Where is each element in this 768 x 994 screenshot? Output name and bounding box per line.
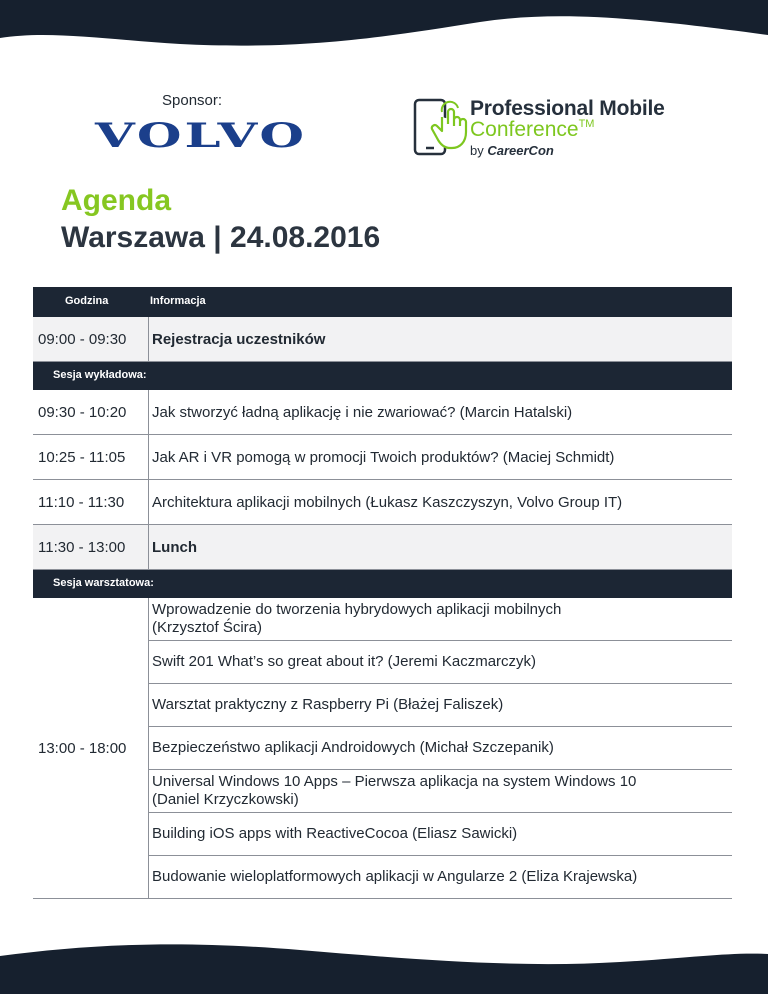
agenda-title: Agenda — [61, 184, 172, 217]
column-header-time: Godzina — [65, 295, 109, 307]
sponsor-label: Sponsor: — [162, 92, 223, 109]
bottom-wave-decoration — [0, 928, 768, 994]
volvo-logo — [93, 116, 309, 152]
workshop-list — [148, 598, 732, 899]
brand-title: Professional Mobile — [470, 97, 665, 120]
table-row — [33, 390, 732, 435]
brand-subtitle: Conference™ — [470, 118, 595, 141]
table-row — [33, 480, 732, 525]
volvo-logo-text: VOLVO — [93, 116, 307, 152]
table-row-lunch — [33, 525, 732, 570]
agenda-table — [33, 287, 732, 899]
row-info: Architektura aplikacji mobilnych (Łukasz Kaszczyszyn, Volvo Group IT) — [148, 480, 732, 524]
top-wave-decoration — [0, 0, 768, 60]
section-lectures-label: Sesja wykładowa: — [53, 369, 147, 381]
section-workshops-label: Sesja warsztatowa: — [53, 577, 154, 589]
row-info: Lunch — [148, 525, 732, 569]
brand-byline: by CareerCon — [470, 143, 554, 158]
section-workshops — [33, 570, 732, 598]
workshop-item: Building iOS apps with ReactiveCocoa (Eliasz Sawicki) — [149, 813, 732, 856]
row-time: 10:25 - 11:05 — [38, 448, 126, 466]
row-info: Jak AR i VR pomogą w promocji Twoich produktów? (Maciej Schmidt) — [148, 435, 732, 479]
table-header — [33, 287, 732, 317]
phone-touch-icon — [412, 98, 474, 160]
section-lectures — [33, 362, 732, 390]
agenda-subtitle: Warszawa | 24.08.2016 — [61, 221, 381, 254]
column-header-info: Informacja — [150, 295, 206, 307]
row-info: Rejestracja uczestników — [148, 317, 732, 361]
workshop-block — [33, 598, 732, 899]
table-row-registration — [33, 317, 732, 362]
row-time: 11:10 - 11:30 — [38, 493, 125, 511]
workshop-time: 13:00 - 18:00 — [33, 598, 148, 899]
row-info: Jak stworzyć ładną aplikację i nie zwariować? (Marcin Hatalski) — [148, 390, 732, 434]
workshop-item: Swift 201 What’s so great about it? (Jeremi Kaczmarczyk) — [149, 641, 732, 684]
workshop-item: Warsztat praktyczny z Raspberry Pi (Błażej Faliszek) — [149, 684, 732, 727]
row-time: 11:30 - 13:00 — [38, 538, 126, 556]
row-time: 09:30 - 10:20 — [38, 403, 127, 421]
workshop-item: Budowanie wieloplatformowych aplikacji w Angularze 2 (Eliza Krajewska) — [149, 856, 732, 899]
workshop-item: Wprowadzenie do tworzenia hybrydowych aplikacji mobilnych (Krzysztof Ścira) — [149, 598, 732, 641]
trademark-mark: TM — [578, 118, 595, 130]
table-row — [33, 435, 732, 480]
workshop-item: Bezpieczeństwo aplikacji Androidowych (Michał Szczepanik) — [149, 727, 732, 770]
workshop-item: Universal Windows 10 Apps – Pierwsza aplikacja na system Windows 10 (Daniel Krzyczkowski) — [149, 770, 732, 813]
careercon-logo: CareerCon — [487, 143, 554, 158]
row-time: 09:00 - 09:30 — [38, 330, 127, 348]
